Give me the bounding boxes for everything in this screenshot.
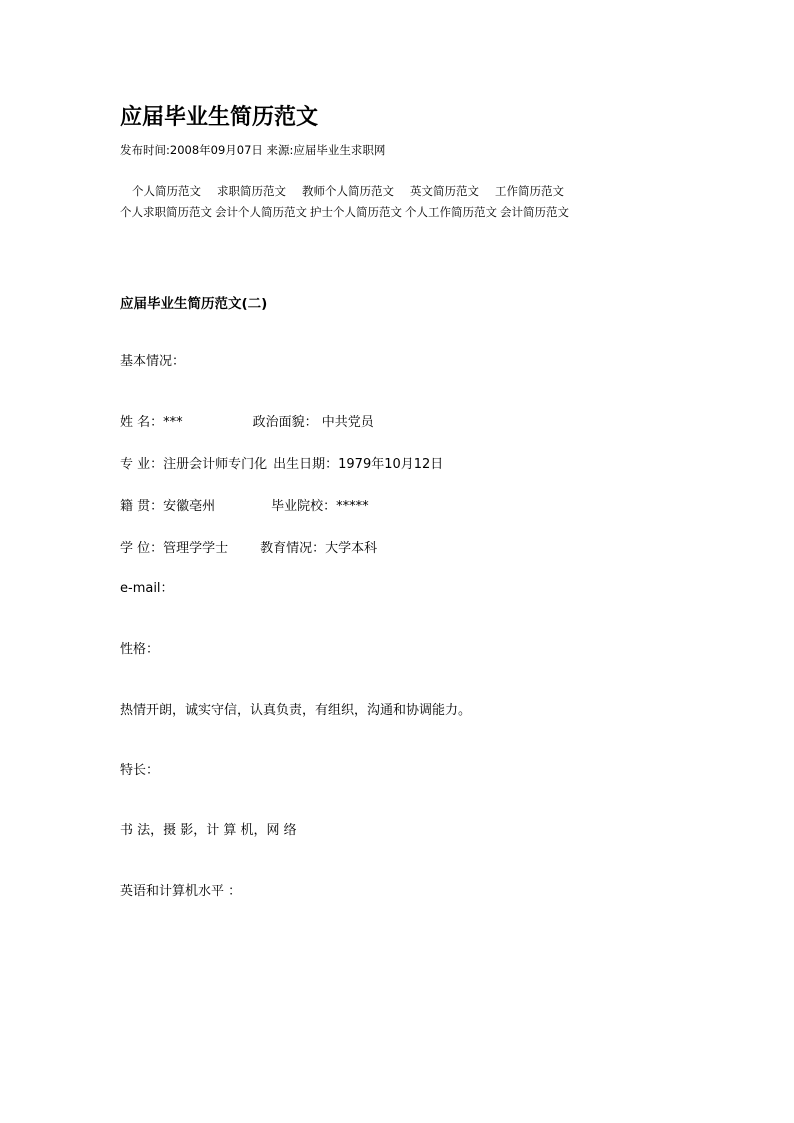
link-accountant-resume[interactable]: 会计简历范文 [500,205,569,219]
link-nurse-resume[interactable]: 护士个人简历范文 [310,205,402,219]
section-title: 应届毕业生简历范文(二) [120,296,268,312]
page-title: 应届毕业生简历范文 [120,104,319,130]
character-text: 热情开朗，诚实守信，认真负责，有组织，沟通和协调能力。 [120,703,472,718]
character-label: 性格： [120,642,160,657]
related-links-row [120,181,640,202]
english-computer-label: 英语和计算机水平 ： [120,884,242,899]
origin-field: 籍 贯：安徽亳州 [120,499,216,514]
link-english-resume[interactable]: 英文简历范文 [410,184,479,198]
related-links [120,181,640,223]
related-links-row [120,202,640,223]
link-personal-work-resume[interactable]: 个人工作简历范文 [405,205,497,219]
specialty-label: 特长： [120,763,160,778]
publish-meta: 发布时间:2008年09月07日 来源:应届毕业生求职网 [120,143,386,157]
link-accountant-personal-resume[interactable]: 会计个人简历范文 [215,205,307,219]
major-field: 专 业：注册会计师专门化 [120,457,268,472]
origin-row [120,497,369,517]
education-field: 教育情况：大学本科 [260,541,378,556]
basic-info-label: 基本情况： [120,354,186,369]
degree-field: 学 位：管理学学士 [120,541,229,556]
birth-field: 出生日期：1979年10月12日 [273,457,444,472]
link-personal-resume[interactable]: 个人简历范文 [132,184,201,198]
name-field: 姓 名：*** [120,415,183,430]
email-field: e-mail： [120,581,174,596]
major-row [120,455,443,475]
link-teacher-resume[interactable]: 教师个人简历范文 [302,184,394,198]
link-personal-job-resume[interactable]: 个人求职简历范文 [120,205,212,219]
specialty-text: 书 法，摄 影，计 算 机，网 络 [120,823,297,838]
name-row [120,413,374,433]
link-job-resume[interactable]: 求职简历范文 [217,184,286,198]
degree-row [120,539,377,559]
politics-field: 政治面貌： 中共党员 [252,415,374,430]
school-field: 毕业院校：***** [271,499,369,514]
link-work-resume[interactable]: 工作简历范文 [495,184,564,198]
